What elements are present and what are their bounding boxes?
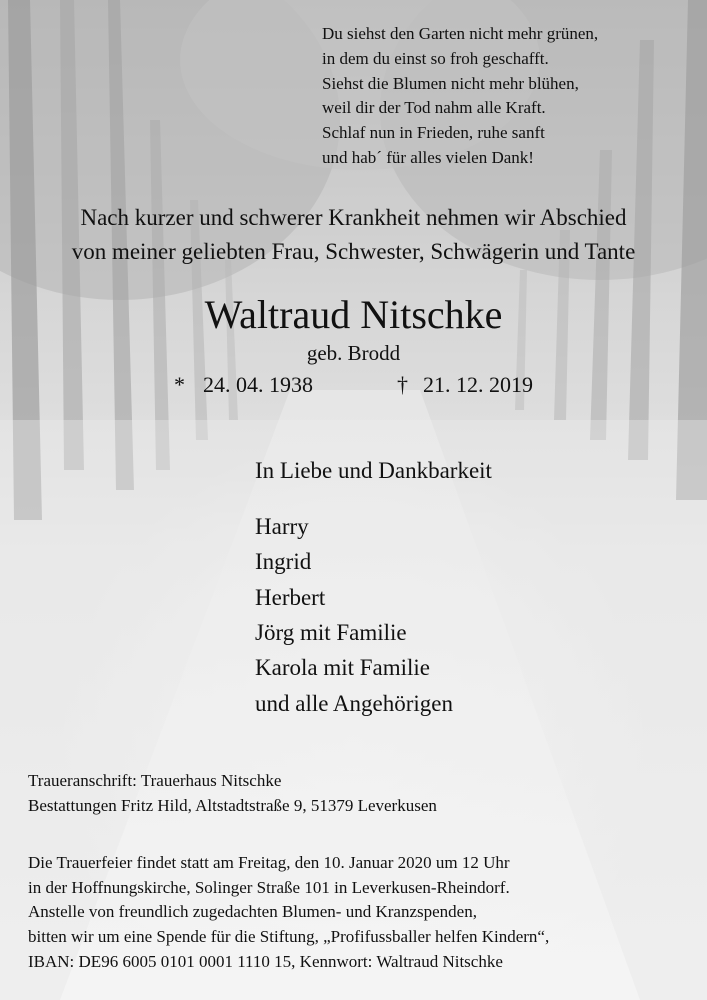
birth-symbol: * — [174, 372, 185, 397]
mourner-name: Harry — [255, 514, 309, 539]
deceased-name: Waltraud Nitschke — [204, 292, 503, 337]
mourner-name: und alle Angehörigen — [255, 691, 454, 716]
service-line: IBAN: DE96 6005 0101 0001 1110 15, Kennwort: Waltraud Nitschke — [28, 952, 503, 971]
service-line: Anstelle von freundlich zugedachten Blumen- und Kranzspenden, — [28, 902, 477, 921]
poem-line: Siehst die Blumen nicht mehr blühen, — [322, 73, 579, 93]
service-line: Die Trauerfeier findet statt am Freitag, den 10. Januar 2020 um 12 Uhr — [28, 853, 510, 872]
intro-line: von meiner geliebten Frau, Schwester, Schwägerin und Tante — [71, 239, 636, 264]
mourner-name: Jörg mit Familie — [255, 620, 407, 645]
mourner-name: Karola mit Familie — [255, 655, 431, 680]
address-line: Traueranschrift: Trauerhaus Nitschke — [28, 771, 282, 790]
service-line: bitten wir um eine Spende für die Stiftung, „Profifussballer helfen Kindern“, — [28, 927, 550, 946]
service-line: in der Hoffnungskirche, Solinger Straße 101 in Leverkusen-Rheindorf. — [28, 878, 510, 897]
mourner-name: Herbert — [255, 585, 326, 610]
birth-date: 24. 04. 1938 — [203, 372, 313, 397]
address-line: Bestattungen Fritz Hild, Altstadtstraße 9, 51379 Leverkusen — [28, 796, 437, 815]
intro-line: Nach kurzer und schwerer Krankheit nehmen wir Abschied — [80, 205, 627, 230]
poem — [322, 22, 598, 171]
poem-line: weil dir der Tod nahm alle Kraft. — [322, 98, 546, 118]
death-symbol: † — [397, 372, 408, 397]
mourners-heading: In Liebe und Dankbarkeit — [255, 458, 492, 483]
death-date: 21. 12. 2019 — [423, 372, 533, 397]
birth-name: geb. Brodd — [306, 341, 401, 365]
poem-line: in dem du einst so froh geschafft. — [322, 48, 549, 68]
poem-line: und hab´ für alles vielen Dank! — [322, 147, 534, 167]
mourner-name: Ingrid — [255, 549, 312, 574]
poem-line: Schlaf nun in Frieden, ruhe sanft — [322, 123, 545, 143]
poem-line: Du siehst den Garten nicht mehr grünen, — [322, 24, 599, 43]
